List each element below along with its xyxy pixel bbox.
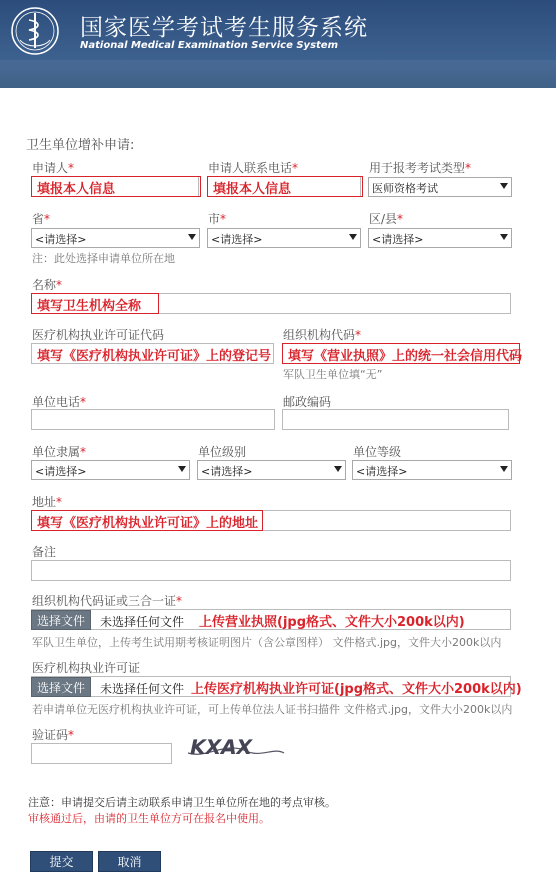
license-code-input[interactable]: 填写《医疗机构执业许可证》上的登记号 <box>31 343 274 364</box>
form-panel <box>8 108 556 888</box>
medical-emblem-logo <box>10 6 60 56</box>
exam-type-label: 用于报考考试类型* <box>369 161 472 175</box>
upload2-choose-button[interactable]: 选择文件 <box>31 677 91 697</box>
notice-text: 注意：申请提交后请主动联系申请卫生单位所在地的考点审核。 <box>28 796 336 809</box>
captcha-image[interactable] <box>186 729 286 765</box>
upload1-hint: 上传营业执照(jpg格式、文件大小200k以内) <box>199 615 465 630</box>
license-code-label: 医疗机构执业许可证代码 <box>32 328 165 342</box>
applicant-phone-input[interactable]: 填报本人信息 <box>207 176 361 197</box>
province-select[interactable]: <请选择> <box>31 228 200 248</box>
site-title: 国家医学考试考生服务系统 <box>80 15 368 41</box>
chevron-down-icon <box>178 466 186 472</box>
upload1-label: 组织机构代码证或三合一证* <box>32 594 183 608</box>
captcha-input[interactable] <box>31 743 172 764</box>
level-label: 单位级别 <box>198 445 247 459</box>
remark-input[interactable] <box>31 560 511 581</box>
applicant-input[interactable]: 填报本人信息 <box>31 176 199 197</box>
city-label: 市* <box>208 212 227 226</box>
unit-phone-label: 单位电话* <box>32 395 87 409</box>
upload2-hint: 上传医疗机构执业许可证(jpg格式、文件大小200k以内) <box>191 682 522 697</box>
exam-type-select[interactable]: 医师资格考试 <box>368 177 512 197</box>
chevron-down-icon <box>500 234 508 240</box>
cancel-button[interactable]: 取消 <box>98 851 161 872</box>
captcha-text: KXAX <box>187 735 255 759</box>
chevron-down-icon <box>334 466 342 472</box>
remark-label: 备注 <box>32 545 57 559</box>
name-label: 名称* <box>32 278 63 292</box>
postcode-input[interactable] <box>282 409 509 430</box>
org-code-label: 组织机构代码* <box>283 328 362 342</box>
applicant-phone-label: 申请人联系电话* <box>208 161 299 175</box>
affiliation-select[interactable]: <请选择> <box>31 460 190 480</box>
postcode-label: 邮政编码 <box>283 395 332 409</box>
site-subtitle: National Medical Examination Service System <box>80 40 339 51</box>
chevron-down-icon <box>349 234 357 240</box>
district-select[interactable]: <请选择> <box>368 228 512 248</box>
org-code-note: 军队卫生单位填“无” <box>283 368 383 381</box>
level-select[interactable]: <请选择> <box>197 460 346 480</box>
applicant-label: 申请人* <box>32 161 75 175</box>
upload1-field[interactable] <box>31 610 511 632</box>
org-code-input[interactable]: 填写《营业执照》上的统一社会信用代码 <box>282 343 511 364</box>
address-input[interactable]: 填写《医疗机构执业许可证》上的地址 <box>31 510 511 531</box>
notice-text-red: 审核通过后，由请的卫生单位方可在报名中使用。 <box>28 812 270 825</box>
upload2-note: 若申请单位无医疗机构执业许可证，可上传单位法人证书扫描件 文件格式.jpg，文件大小200k以内 <box>32 703 513 716</box>
address-label: 地址* <box>32 495 63 509</box>
upload2-field[interactable] <box>31 677 522 699</box>
header-band <box>0 60 556 88</box>
upload1-status: 未选择任何文件 <box>100 615 185 629</box>
affiliation-label: 单位隶属* <box>32 445 87 459</box>
unit-phone-input[interactable] <box>31 409 275 430</box>
name-input[interactable]: 填写卫生机构全称 <box>31 293 511 314</box>
grade-select[interactable]: <请选择> <box>352 460 512 480</box>
province-label: 省* <box>32 212 51 226</box>
chevron-down-icon <box>188 234 196 240</box>
upload2-status: 未选择任何文件 <box>100 682 185 696</box>
grade-label: 单位等级 <box>353 445 402 459</box>
upload1-choose-button[interactable]: 选择文件 <box>31 610 91 630</box>
upload2-label: 医疗机构执业许可证 <box>32 661 141 675</box>
chevron-down-icon <box>500 183 508 189</box>
chevron-down-icon <box>500 466 508 472</box>
submit-button[interactable]: 提交 <box>30 851 93 872</box>
location-note: 注：此处选择申请单位所在地 <box>32 252 175 265</box>
upload1-note: 军队卫生单位，上传考生试用期考核证明图片（含公章图样） 文件格式.jpg，文件大小200k以内 <box>32 636 502 649</box>
city-select[interactable]: <请选择> <box>207 228 361 248</box>
captcha-label: 验证码* <box>32 728 75 742</box>
site-header <box>0 0 556 88</box>
section-title: 卫生单位增补申请: <box>26 138 135 153</box>
district-label: 区/县* <box>369 212 404 226</box>
